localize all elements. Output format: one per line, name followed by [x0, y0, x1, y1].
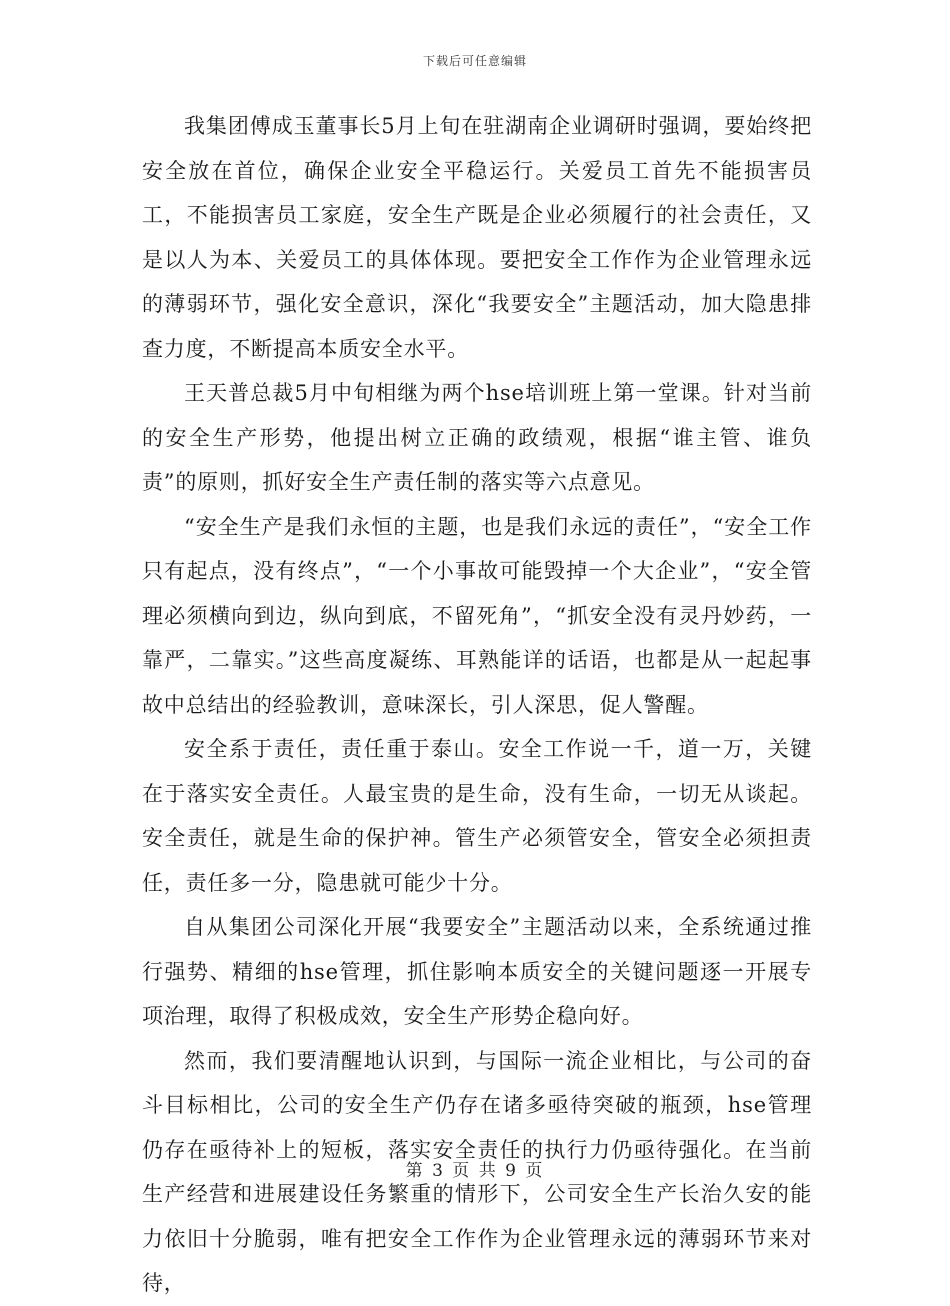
body-text	[142, 104, 812, 1306]
paragraph: 然而，我们要清醒地认识到，与国际一流企业相比，与公司的奋斗目标相比，公司的安全生产仍存在诸多亟待突破的瓶颈，hse管理仍存在亟待补上的短板，落实安全责任的执行力仍亟待强化。在当前生产经营和进展建设任务繁重的情形下，公司安全生产长治久安的能力依旧十分脆弱，唯有把安全工作作为企业管理永远的薄弱环节来对待，	[142, 1048, 812, 1295]
paragraph: “安全生产是我们永恒的主题，也是我们永远的责任”，“安全工作只有起点，没有终点”，“一个小事故可能毁掉一个大企业”，“安全管理必须横向到边，纵向到底，不留死角”，“抓安全没有灵丹妙药，一靠严，二靠实。”这些高度凝练、耳熟能详的话语，也都是从一起起事故中总结出的经验教训，意味深长，引人深思，促人警醒。	[142, 514, 812, 717]
page-header: 下载后可任意编辑	[422, 54, 527, 68]
paragraph: 安全系于责任，责任重于泰山。安全工作说一千，道一万，关键在于落实安全责任。人最宝贵的是生命，没有生命，一切无从谈起。安全责任，就是生命的保护神。管生产必须管安全，管安全必须担责任，责任多一分，隐患就可能少十分。	[142, 737, 812, 895]
paragraph: 自从集团公司深化开展“我要安全”主题活动以来，全系统通过推行强势、精细的hse管理，抓住影响本质安全的关键问题逐一开展专项治理，取得了积极成效，安全生产形势企稳向好。	[142, 915, 812, 1028]
page-footer: 第 3 页 共 9 页	[405, 1161, 545, 1181]
paragraph: 王天普总裁5月中旬相继为两个hse培训班上第一堂课。针对当前的安全生产形势，他提出树立正确的政绩观，根据“谁主管、谁负责”的原则，抓好安全生产责任制的落实等六点意见。	[142, 381, 812, 494]
paragraph: 我集团傅成玉董事长5月上旬在驻湖南企业调研时强调，要始终把安全放在首位，确保企业安全平稳运行。关爱员工首先不能损害员工，不能损害员工家庭，安全生产既是企业必须履行的社会责任，又是以人为本、关爱员工的具体体现。要把安全工作作为企业管理永远的薄弱环节，强化安全意识，深化“我要安全”主题活动，加大隐患排查力度，不断提高本质安全水平。	[142, 114, 812, 361]
